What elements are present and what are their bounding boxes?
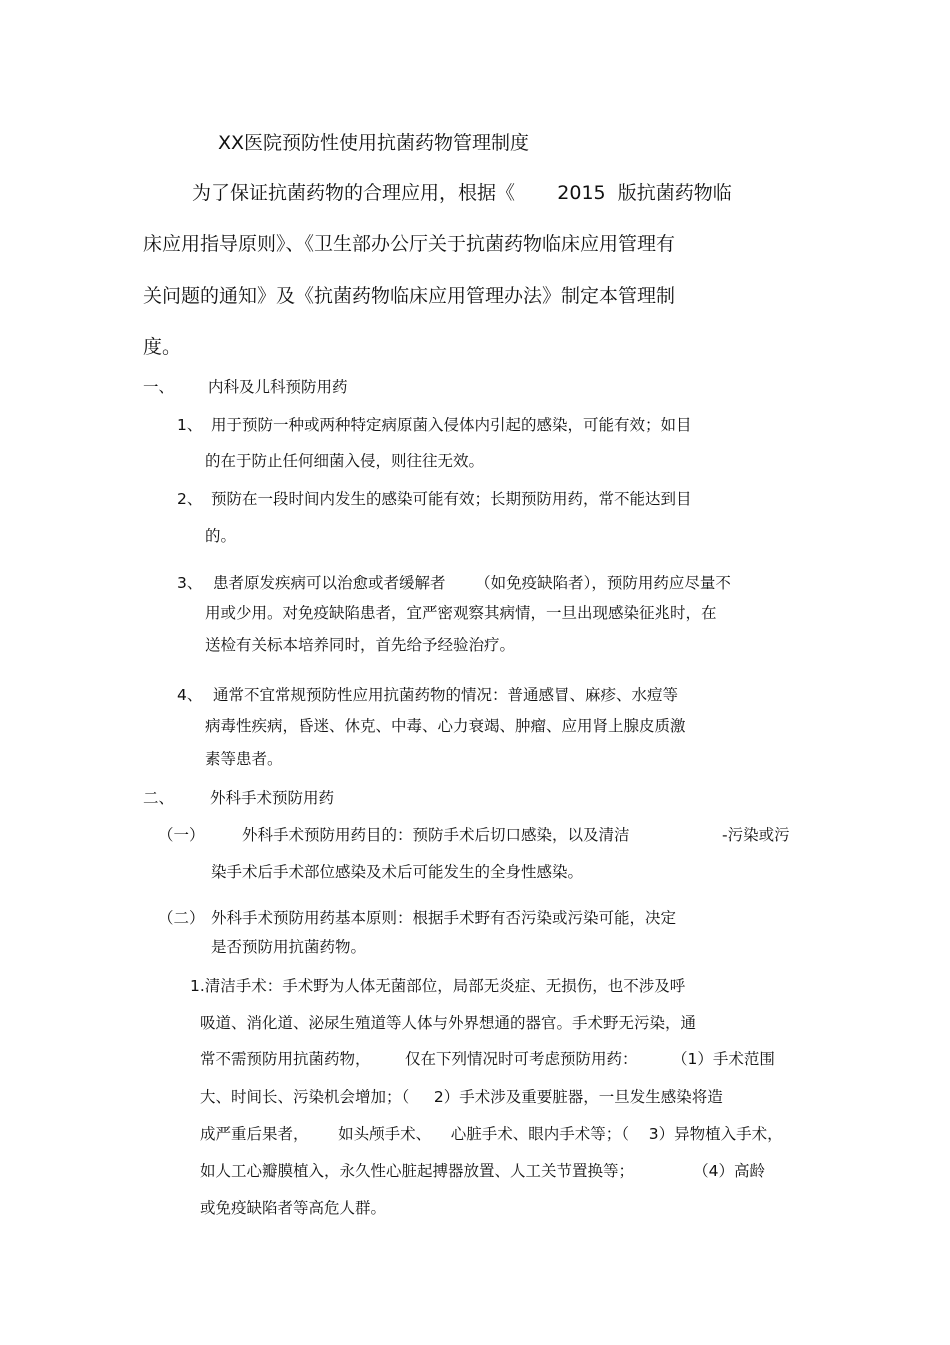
intro-line: 关问题的通知》及《抗菌药物临床应用管理办法》制定本管理制 (143, 285, 676, 307)
item-marker: 1、 (177, 416, 203, 434)
subsection-line: 外科手术预防用药目的：预防手术后切口感染，以及清洁 (242, 826, 630, 844)
subsection-line: 染手术后手术部位感染及术后可能发生的全身性感染。 (211, 863, 584, 881)
item-line: 的。 (205, 527, 237, 545)
intro-line: 床应用指导原则》、《卫生部办公厅关于抗菌药物临床应用管理有 (143, 233, 676, 255)
section-heading: 外科手术预防用药 (210, 789, 335, 807)
paragraph-line: 1.清洁手术：手术野为人体无菌部位，局部无炎症、无损伤，也不涉及呼 (190, 977, 686, 995)
intro-line: 度。 (143, 336, 182, 358)
item-line: 患者原发疾病可以治愈或者缓解者 （如免疫缺陷者），预防用药应尽量不 (213, 574, 731, 592)
subsection-line: 外科手术预防用药基本原则：根据手术野有否污染或污染可能，决定 (211, 909, 677, 927)
item-line: 用或少用。对免疫缺陷患者，宜严密观察其病情，一旦出现感染征兆时，在 (205, 604, 717, 622)
paragraph-line: 大、时间长、污染机会增加；（ 2）手术涉及重要脏器，一旦发生感染将造 (200, 1088, 723, 1106)
item-marker: 3、 (177, 574, 203, 592)
paragraph-line: 成严重后果者， 如头颅手术、 心脏手术、眼内手术等；（ 3）异物植入手术， (200, 1125, 783, 1143)
subsection-line: 是否预防用抗菌药物。 (211, 938, 367, 956)
item-line: 预防在一段时间内发生的感染可能有效；长期预防用药，常不能达到目 (211, 490, 692, 508)
item-marker: 4、 (177, 686, 203, 704)
item-line: 通常不宜常规预防性应用抗菌药物的情况：普通感冒、麻疹、水痘等 (213, 686, 679, 704)
intro-line: 为了保证抗菌药物的合理应用，根据《 2015 版抗菌药物临 (192, 182, 732, 204)
item-marker: 2、 (177, 490, 203, 508)
section-marker: 一、 (143, 378, 175, 396)
paragraph-line: 如人工心瓣膜植入，永久性心脏起搏器放置、人工关节置换等； （4）高龄 (200, 1162, 765, 1180)
subsection-marker: （一） (158, 826, 205, 844)
item-line: 用于预防一种或两种特定病原菌入侵体内引起的感染，可能有效；如目 (211, 416, 692, 434)
item-line: 的在于防止任何细菌入侵，则往往无效。 (205, 452, 485, 470)
paragraph-line: 或免疫缺陷者等高危人群。 (200, 1199, 387, 1217)
item-line: 素等患者。 (205, 750, 283, 768)
paragraph-line: 吸道、消化道、泌尿生殖道等人体与外界想通的器官。手术野无污染，通 (200, 1014, 697, 1032)
subsection-marker: （二） (158, 909, 205, 927)
subsection-line-tail: -污染或污 (722, 826, 790, 844)
paragraph-line: 常不需预防用抗菌药物， 仅在下列情况时可考虑预防用药： （1）手术范围 (200, 1050, 775, 1068)
section-heading: 内科及儿科预防用药 (208, 378, 348, 396)
item-line: 送检有关标本培养同时，首先给予经验治疗。 (205, 636, 516, 654)
item-line: 病毒性疾病，昏迷、休克、中毒、心力衰竭、肿瘤、应用肾上腺皮质激 (205, 717, 686, 735)
section-marker: 二、 (143, 789, 175, 807)
document-title: XX医院预防性使用抗菌药物管理制度 (218, 132, 530, 154)
